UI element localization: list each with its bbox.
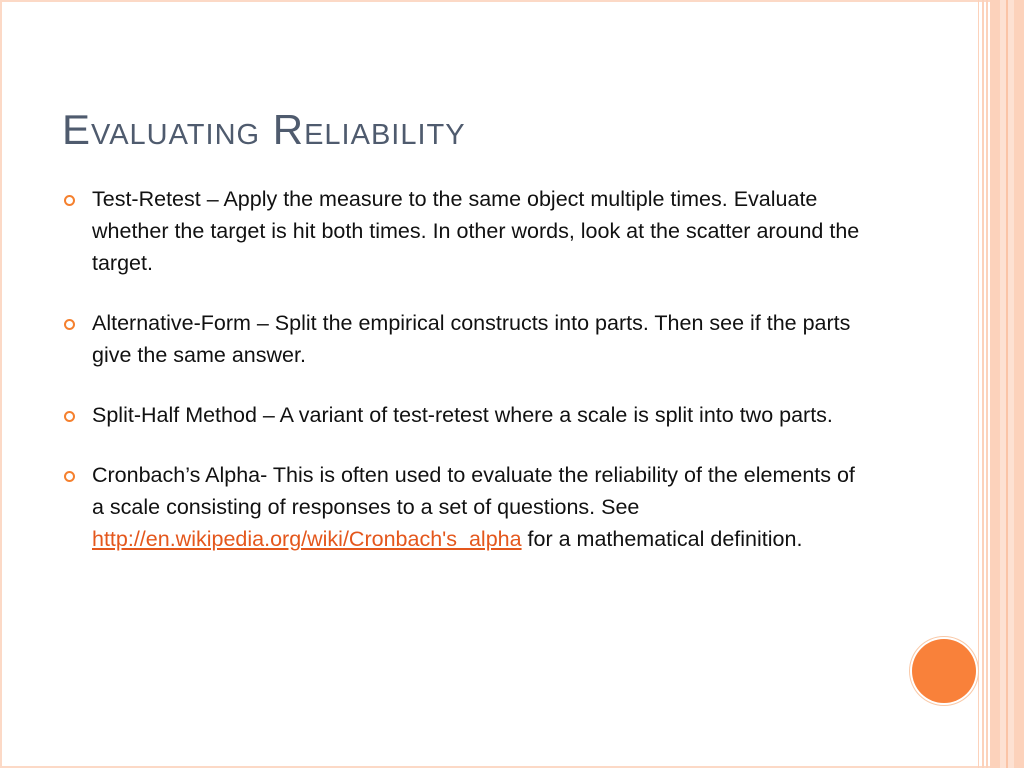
- right-stripe-line: [982, 0, 984, 768]
- right-stripe-inner-line: [1006, 0, 1008, 768]
- bullet-item-cronbachs-alpha: [64, 459, 884, 555]
- bullet-item-alternative-form: [64, 307, 884, 371]
- bullet-text-before-link: Cronbach’s Alpha- This is often used to evaluate the reliability of the elements of a scale consisting of responses to a set of questions. See: [92, 463, 855, 519]
- right-stripe-line: [986, 0, 988, 768]
- orange-circle-decoration: [912, 639, 976, 703]
- slide-title: Evaluating Reliability: [62, 106, 466, 153]
- bullet-text: [92, 459, 872, 555]
- bullet-circle-icon: [64, 411, 75, 422]
- bullet-circle-icon: [64, 471, 75, 482]
- bullet-item-test-retest: [64, 183, 884, 279]
- bullet-text-after-link: for a mathematical definition.: [521, 527, 803, 551]
- bullet-text: Test-Retest – Apply the measure to the same object multiple times. Evaluate whether the target is hit both times. In other words, look at the scatter around the target.: [92, 187, 860, 275]
- wikipedia-link[interactable]: http://en.wikipedia.org/wiki/Cronbach's_alpha: [92, 527, 522, 551]
- bullet-circle-icon: [64, 195, 75, 206]
- left-border-decoration: [0, 0, 2, 768]
- bullet-item-split-half: [64, 399, 884, 431]
- bullet-list: [64, 183, 884, 583]
- bullet-circle-icon: [64, 319, 75, 330]
- right-stripe-line: [978, 0, 979, 768]
- bullet-text: Alternative-Form – Split the empirical constructs into parts. Then see if the parts give the same answer.: [92, 311, 851, 367]
- top-border-decoration: [0, 0, 990, 2]
- bullet-text: Split-Half Method – A variant of test-retest where a scale is split into two parts.: [92, 403, 833, 427]
